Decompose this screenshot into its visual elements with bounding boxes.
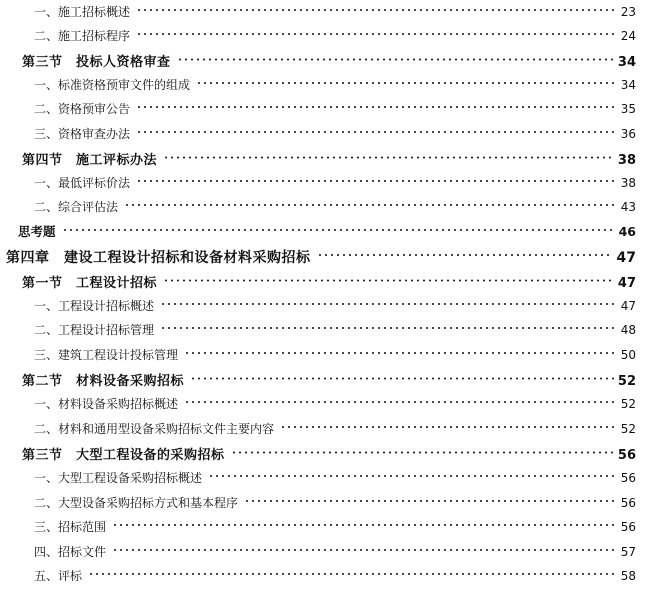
toc-entry-title: 第一节 工程设计招标 — [22, 276, 158, 291]
toc-dot-leader — [184, 347, 614, 359]
toc-page-number: 56 — [620, 471, 636, 485]
toc-entry — [0, 76, 636, 93]
toc-dot-leader — [112, 519, 614, 531]
toc-dot-leader — [184, 396, 614, 408]
toc-dot-leader — [136, 101, 614, 113]
toc-page-number: 52 — [620, 397, 636, 411]
toc-entry — [0, 222, 636, 240]
toc-page-number: 34 — [620, 78, 636, 92]
toc-section-entry — [0, 272, 636, 291]
toc-page-number: 48 — [620, 323, 636, 337]
toc-dot-leader — [317, 248, 613, 262]
toc-entry — [0, 420, 636, 437]
toc-page-number: 57 — [620, 545, 636, 559]
toc-entry — [0, 395, 636, 412]
toc-entry — [0, 494, 636, 511]
toc-page-number: 58 — [620, 569, 636, 583]
toc-page-number: 56 — [620, 520, 636, 534]
toc-entry-title: 二、工程设计招标管理 — [34, 323, 155, 337]
toc-chapter-entry — [0, 247, 636, 267]
toc-page-number: 52 — [617, 374, 636, 389]
toc-entry — [0, 469, 636, 486]
toc-entry — [0, 518, 636, 535]
toc-page-number: 52 — [620, 422, 636, 436]
toc-dot-leader — [124, 199, 614, 211]
toc-page-number: 36 — [620, 127, 636, 141]
toc-entry-title: 一、大型工程设备采购招标概述 — [34, 471, 203, 485]
toc-dot-leader — [208, 470, 614, 482]
toc-entry-title: 三、建筑工程设计投标管理 — [34, 348, 179, 362]
toc-section-entry — [0, 370, 636, 389]
toc-dot-leader — [231, 446, 614, 459]
toc-entry-title: 第二节 材料设备采购招标 — [22, 374, 185, 389]
toc-page-number: 56 — [617, 448, 636, 463]
toc-entry — [0, 567, 636, 584]
toc-dot-leader — [62, 224, 614, 237]
toc-entry-title: 一、工程设计招标概述 — [34, 299, 155, 313]
toc-section-entry — [0, 149, 636, 168]
toc-dot-leader — [136, 4, 614, 16]
toc-dot-leader — [112, 544, 614, 556]
toc-entry — [0, 543, 636, 560]
toc-entry — [0, 297, 636, 314]
toc-entry-title: 四、招标文件 — [34, 545, 107, 559]
toc-entry-title: 二、大型设备采购招标方式和基本程序 — [34, 496, 239, 510]
toc-dot-leader — [136, 28, 614, 40]
toc-entry-title: 三、资格审查办法 — [34, 127, 131, 141]
toc-entry-title: 第三节 大型工程设备的采购招标 — [22, 448, 225, 463]
toc-entry-title: 二、综合评估法 — [34, 200, 119, 214]
toc-page-number: 46 — [618, 224, 636, 239]
toc-entry — [0, 27, 636, 44]
toc-page-number: 34 — [617, 55, 636, 70]
toc-dot-leader — [244, 495, 614, 507]
toc-page-number: 43 — [620, 200, 636, 214]
toc-dot-leader — [196, 77, 614, 89]
toc-entry — [0, 321, 636, 338]
toc-entry-title: 二、资格预审公告 — [34, 102, 131, 116]
toc-page-number: 35 — [620, 102, 636, 116]
toc-entry-title: 一、标准资格预审文件的组成 — [34, 78, 191, 92]
toc-dot-leader — [177, 53, 614, 66]
toc-page-number: 47 — [617, 276, 636, 291]
toc-entry-title: 一、施工招标概述 — [34, 5, 131, 19]
toc-entry — [0, 198, 636, 215]
toc-entry-title: 三、招标范围 — [34, 520, 107, 534]
toc-page-number: 38 — [617, 153, 636, 168]
toc-dot-leader — [163, 274, 614, 287]
toc-dot-leader — [190, 372, 614, 385]
toc-page-number: 56 — [620, 496, 636, 510]
toc-entry — [0, 346, 636, 363]
toc-dot-leader — [136, 175, 614, 187]
toc-entry — [0, 125, 636, 142]
toc-entry-title: 第四节 施工评标办法 — [22, 153, 158, 168]
toc-entry-title: 五、评标 — [34, 569, 83, 583]
toc-dot-leader — [136, 126, 614, 138]
toc-entry — [0, 174, 636, 191]
toc-dot-leader — [160, 298, 614, 310]
toc-entry — [0, 3, 636, 20]
toc-section-entry — [0, 444, 636, 463]
toc-entry-title: 一、最低评标价法 — [34, 176, 131, 190]
toc-entry-title: 二、施工招标程序 — [34, 29, 131, 43]
toc-dot-leader — [163, 151, 614, 164]
toc-dot-leader — [88, 568, 614, 580]
toc-entry — [0, 100, 636, 117]
toc-page-number: 23 — [620, 5, 636, 19]
toc-entry-title: 一、材料设备采购招标概述 — [34, 397, 179, 411]
toc-page-number: 47 — [620, 299, 636, 313]
toc-page-number: 50 — [620, 348, 636, 362]
toc-entry-title: 思考题 — [18, 224, 56, 239]
toc-page-number: 38 — [620, 176, 636, 190]
toc-entry-title: 第四章 建设工程设计招标和设备材料采购招标 — [6, 250, 311, 266]
toc-page-number: 47 — [616, 250, 636, 266]
toc-dot-leader — [280, 421, 614, 433]
toc-entry-title: 二、材料和通用型设备采购招标文件主要内容 — [34, 422, 275, 436]
toc-section-entry — [0, 51, 636, 70]
toc-entry-title: 第三节 投标人资格审查 — [22, 55, 171, 70]
toc-page-number: 24 — [620, 29, 636, 43]
toc-dot-leader — [160, 322, 614, 334]
